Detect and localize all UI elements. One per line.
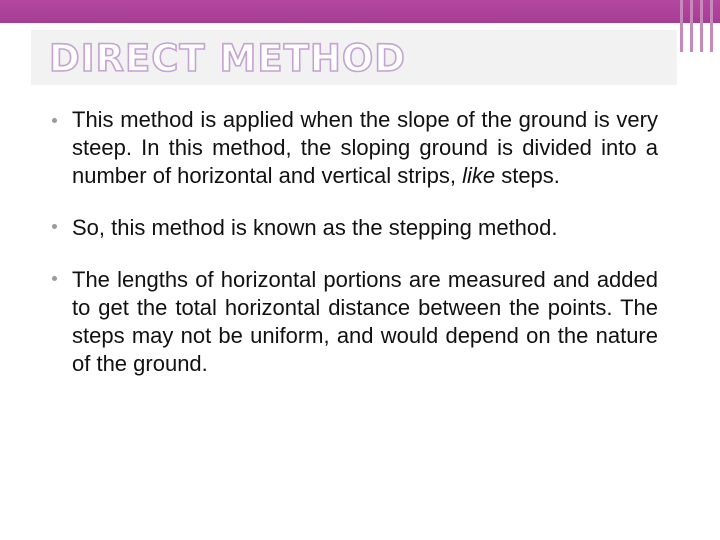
bullet-item <box>52 266 658 378</box>
emphasis-text: like <box>462 163 496 188</box>
decorative-stripes <box>680 0 720 52</box>
slide-title: DIRECT METHOD <box>49 37 406 80</box>
bullet-item <box>52 214 658 242</box>
bullet-text: This method is applied when the slope of the ground is very steep. In this method, the sloping ground is divided into a number of horizontal and vertical strips, like steps. <box>72 107 658 188</box>
bullet-list <box>52 106 658 402</box>
bullet-icon <box>52 276 57 281</box>
title-band <box>31 30 677 85</box>
bullet-item <box>52 106 658 190</box>
bullet-icon <box>52 118 57 123</box>
bullet-text: The lengths of horizontal portions are measured and added to get the total horizontal distance between the points. The steps may not be uniform, and would depend on the nature of the ground. <box>72 267 658 376</box>
bullet-icon <box>52 224 57 229</box>
top-accent-bar <box>0 0 720 23</box>
bullet-text: So, this method is known as the stepping method. <box>72 215 558 240</box>
